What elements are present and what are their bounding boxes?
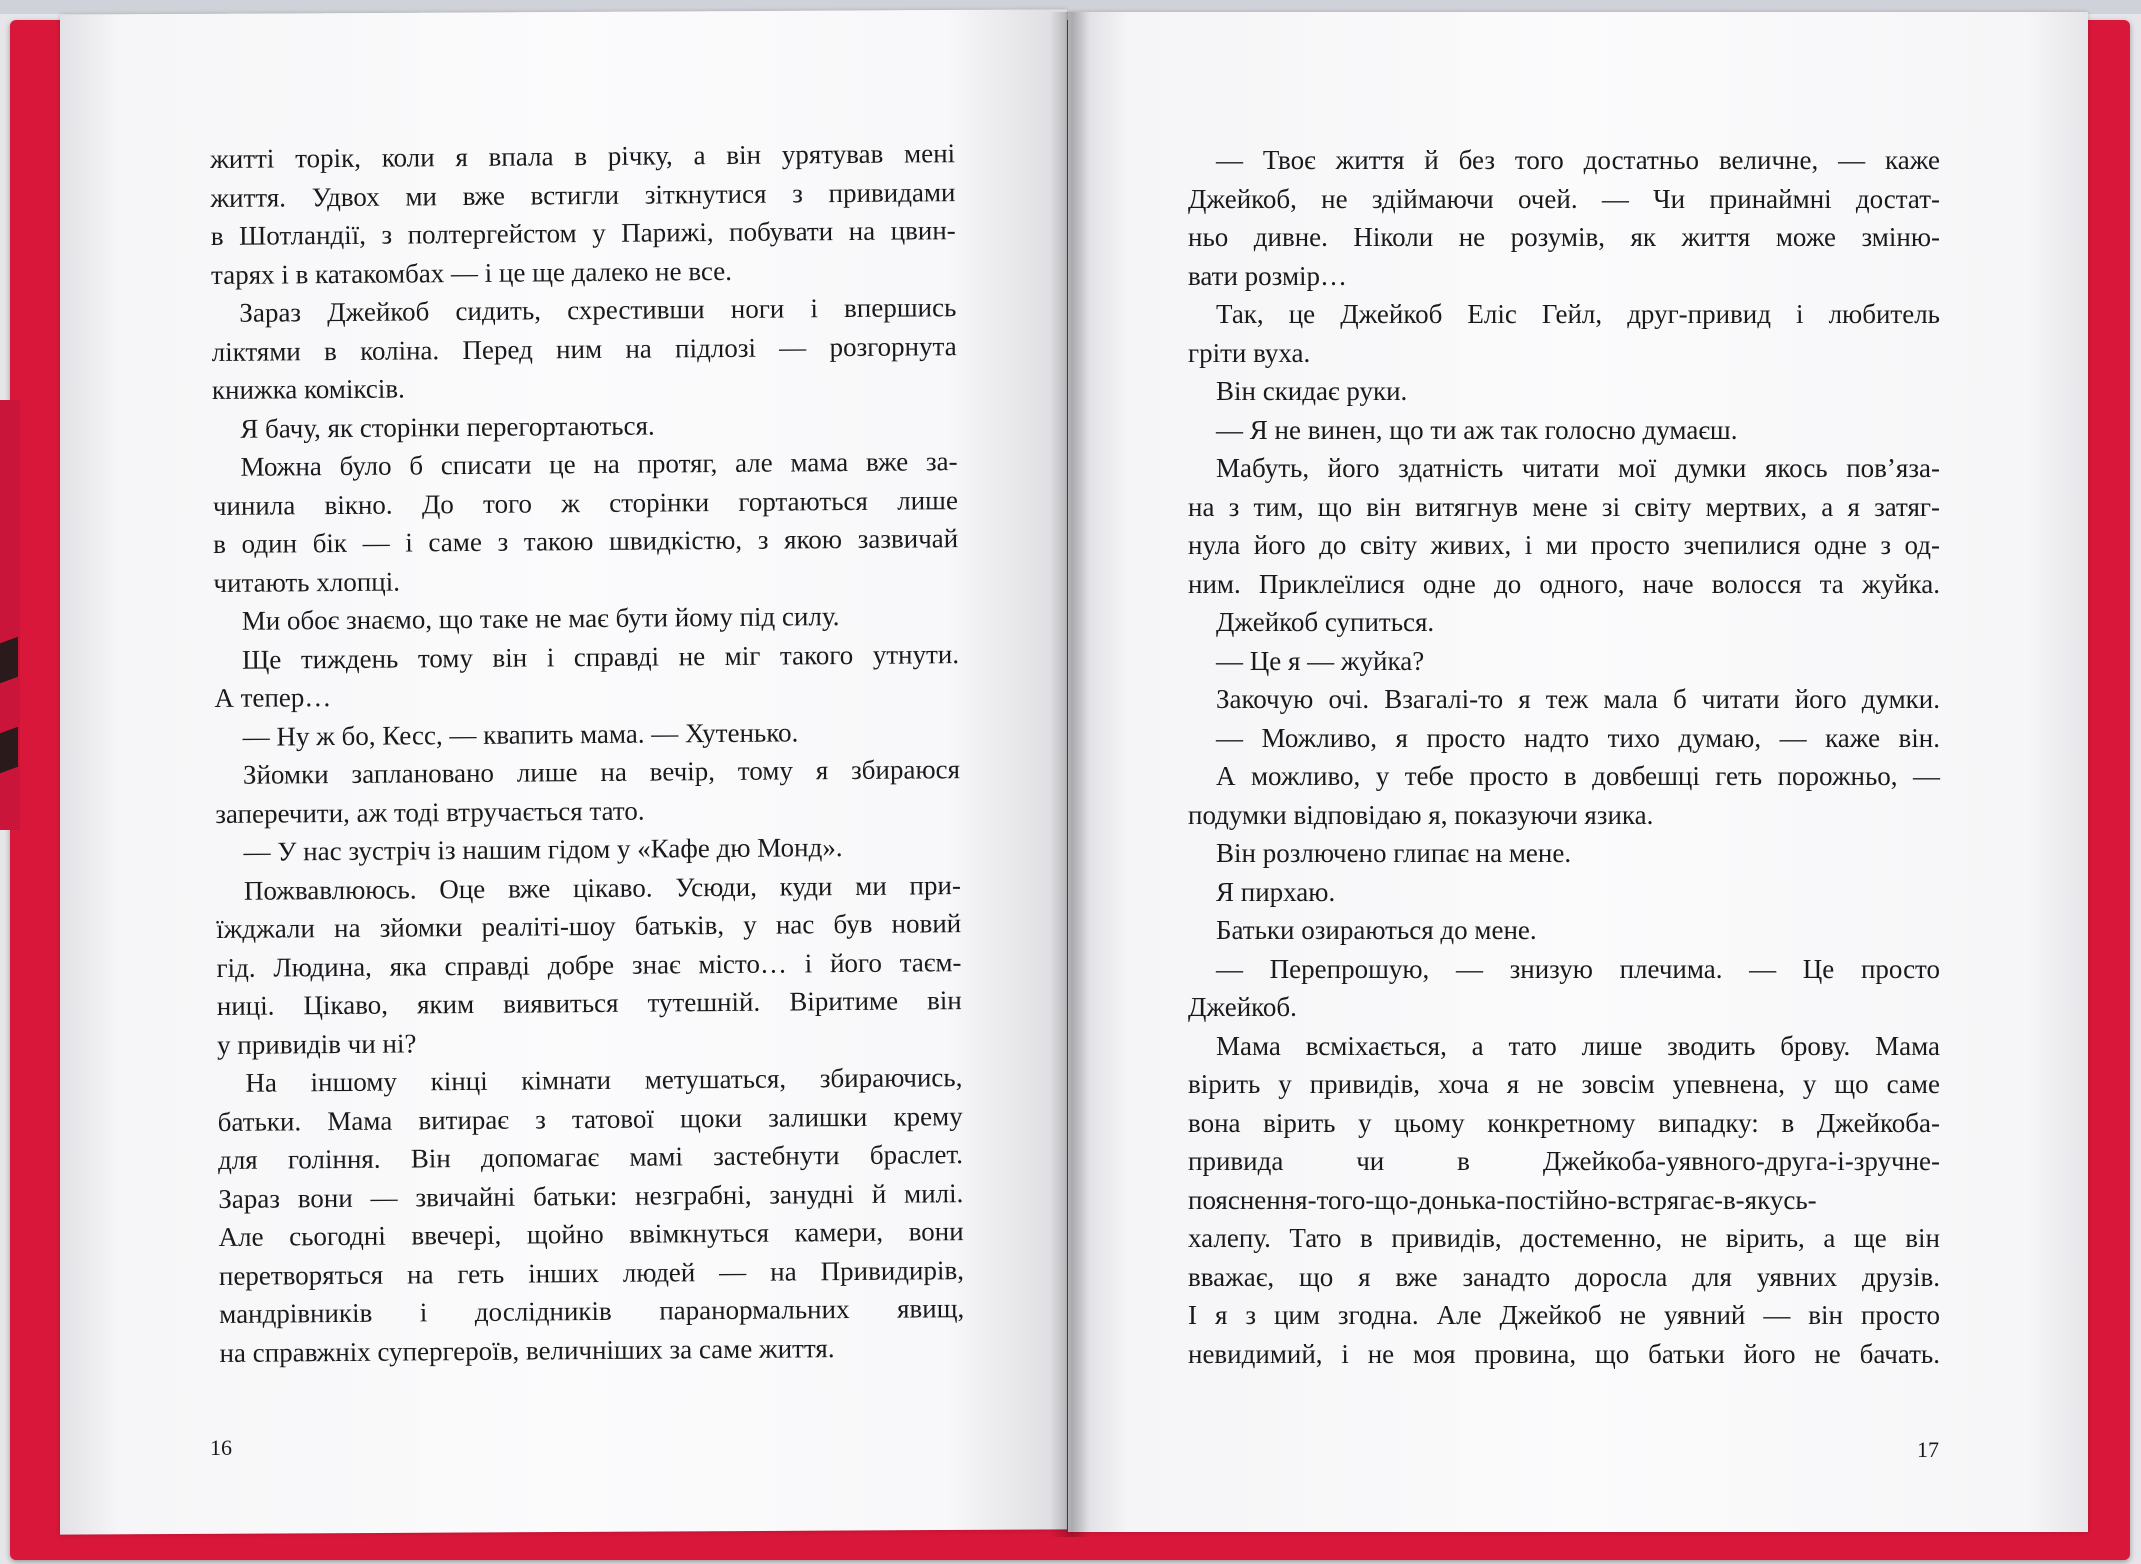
text-line: перетворяться на геть інших людей — на Привидирів, (218, 1254, 965, 1291)
text-line: — Ну ж бо, Кесс, — квапить мама. — Хутенько. (242, 716, 799, 752)
text-line: Джейкоб. (1188, 992, 1297, 1022)
cover-edge-left (0, 400, 20, 830)
text-line: І я з цим згодна. Але Джейкоб не уявний — він просто (1188, 1300, 1940, 1330)
text-line: На іншому кінці кімнати метушаться, збираючись, (245, 1062, 963, 1098)
left-page-text (210, 134, 965, 1372)
text-line: Але сьогодні ввечері, щойно ввімкнуться камери, вони (218, 1216, 964, 1252)
text-line: — Можливо, я просто надто тихо думаю, — каже він. (1216, 722, 1940, 753)
text-line: подумки відповідаю я, показуючи язика. (1188, 799, 1654, 830)
text-line: Ми обоє знаємо, що таке не має бути йому під силу. (241, 601, 840, 636)
cover-stripe (0, 727, 18, 774)
text-line: Можна було б списати це на протяг, але мама вже за- (240, 446, 958, 482)
text-line: нула його до світу живих, і ми просто зчепилися одне з од- (1188, 530, 1940, 560)
text-line: в Шотландії, з полтергейстом у Парижі, побувати на цвин- (210, 215, 956, 251)
text-line: Мабуть, його здатність читати мої думки якось пов’яза- (1216, 453, 1940, 483)
text-line: ліктями в коліна. Перед ним на підлозі — розгорнута (211, 330, 957, 367)
text-line: А можливо, у тебе просто в довбешці геть порожньо, — (1216, 761, 1940, 791)
text-line: на справжніх супергероїв, величніших за саме життя. (219, 1332, 835, 1368)
text-line: гріти вуха. (1188, 337, 1311, 368)
text-line: Ще тиждень тому він і справді не міг такого утнути. (241, 638, 960, 675)
text-line: Так, це Джейкоб Еліс Гейл, друг-привид і любитель (1216, 299, 1940, 329)
text-line: пояснення-того-що-донька-постійно-встрягає-в-якусь- (1188, 1184, 1817, 1215)
text-line: вірить у привидів, хоча я не зовсім упевнена, у що саме (1188, 1069, 1940, 1099)
text-line: ниці. Цікаво, яким виявиться тутешній. Віритиме він (216, 985, 962, 1021)
text-line: Зйомки заплановано лише на вечір, тому я збираюся (242, 754, 961, 790)
text-line: Я бачу, як сторінки перегортаються. (240, 410, 655, 444)
text-line: — Це я — жуйка? (1216, 645, 1425, 676)
text-line: — Я не винен, що ти аж так голосно думаєш. (1216, 414, 1738, 445)
text-line: мандрівників і дослідників паранормальних явищ, (219, 1293, 965, 1329)
text-line: заперечити, аж тоді втручається тато. (215, 795, 645, 829)
text-line: — Перепрошую, — знизую плечима. — Це просто (1216, 953, 1940, 984)
text-line: книжка коміксів. (211, 373, 405, 405)
text-line: А тепер… (214, 682, 332, 713)
text-line: ньо дивне. Ніколи не розумів, як життя може зміню- (1188, 222, 1940, 252)
text-line: Мама всміхається, а тато лише зводить брову. Мама (1216, 1030, 1940, 1061)
text-line: вона вірить у цьому конкретному випадку: в Джейкоба- (1188, 1107, 1940, 1138)
spine-shadow (1050, 12, 1090, 1537)
text-line: — У нас зустріч із нашим гідом у «Кафе дю Монд». (243, 832, 843, 867)
text-line: Джейкоб, не здіймаючи очей. — Чи принаймні достат- (1188, 183, 1940, 214)
text-line: на з тим, що він витягнув мене зі світу мертвих, а я затяг- (1188, 491, 1940, 522)
text-line: Батьки озираються до мене. (1216, 915, 1537, 945)
text-line: Джейкоб супиться. (1216, 607, 1435, 637)
right-page-text (1188, 141, 1940, 1373)
text-line: Зараз вони — звичайні батьки: незграбні, занудні й милі. (218, 1177, 964, 1214)
text-line: Зараз Джейкоб сидить, схрестивши ноги і впершись (239, 292, 957, 328)
text-line: Він скидає руки. (1216, 376, 1408, 406)
text-line: у привидів чи ні? (216, 1027, 417, 1060)
text-line: Пожвавлююсь. Оце вже цікаво. Усюди, куди ми при- (243, 869, 961, 906)
text-line: житті торік, коли я впала в річку, а він урятував мені (210, 138, 956, 174)
text-line: вважає, що я вже занадто доросла для уявних друзів. (1188, 1261, 1940, 1292)
text-line: в один бік — і саме з такою швидкістю, з якою зазвичай (213, 523, 959, 559)
text-line: Закочую очі. Взагалі-то я теж мала б читати його думки. (1216, 684, 1940, 714)
text-line: батьки. Мама витирає з татової щоки залишки крему (217, 1100, 963, 1137)
left-page-number: 16 (210, 1435, 232, 1460)
text-line: їжджали на зйомки реаліті-шоу батьків, у нас був новий (216, 908, 962, 944)
text-line: Він розлючено глипає на мене. (1216, 838, 1572, 868)
text-line: халепу. Тато в привидів, достеменно, не вірить, а ще він (1188, 1223, 1940, 1253)
text-line: життя. Удвох ми вже встигли зіткнутися з привидами (210, 176, 956, 213)
text-line: привида чи в Джейкоба-уявного-друга-і-зручне- (1188, 1146, 1940, 1176)
text-line: вати розмір… (1188, 260, 1348, 291)
text-line: чинила вікно. До того ж сторінки гортаються лише (212, 484, 958, 521)
text-line: тарях і в катакомбах — і це ще далеко не все. (210, 255, 733, 290)
text-line: читають хлопці. (213, 566, 401, 598)
cover-stripe (0, 637, 18, 684)
text-line: — Твоє життя й без того достатньо величне, — каже (1216, 145, 1940, 175)
right-page-number: 17 (1917, 1437, 1939, 1462)
text-line: невидимий, і не моя провина, що батьки його не бачать. (1188, 1338, 1940, 1369)
text-line: ним. Приклеїлися одне до одного, наче волосся та жуйка. (1188, 568, 1940, 599)
text-line: Я пирхаю. (1216, 876, 1336, 907)
text-line: гід. Людина, яка справді добре знає місто… і його таєм- (216, 946, 962, 983)
text-line: для гоління. Він допомагає мамі застебнути браслет. (217, 1139, 964, 1175)
